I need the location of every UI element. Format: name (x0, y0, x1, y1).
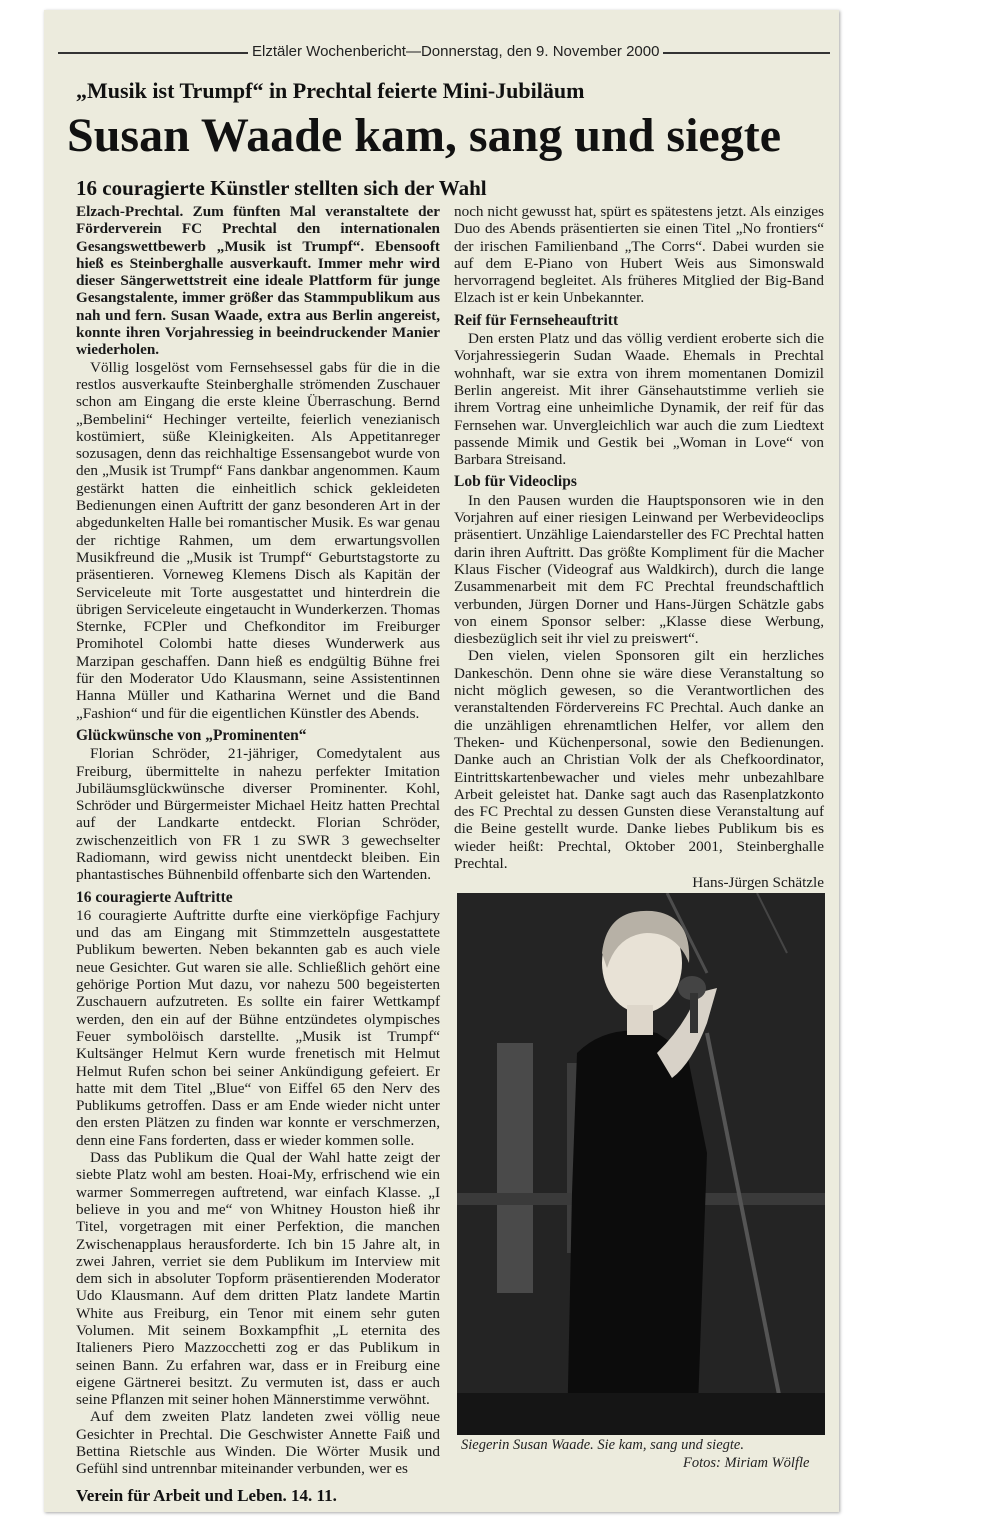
singer-photo (457, 893, 825, 1435)
body-paragraph: Den ersten Platz und das völlig verdient eroberte sich die Vorjahressiegerin Sudan Waade. Ehemals in Prechtal wohnhaft, war sie extra von ihrem momentanen Domizil Berlin angereist. Mit ihrer Gänsehautstimme verlieh sie ihrem Vortrag eine unheimliche Dynamik, der reif für das Fernsehen war. Unvergleichlich war auch die zum Liedtext passende Mimik und Gestik bei „Woman in Love“ von Barbara Streisand. (454, 330, 824, 469)
article-column-right (454, 203, 824, 892)
article-column-left (76, 203, 440, 1478)
body-paragraph: 16 couragierte Auftritte durfte eine vierköpfige Fachjury und das am Eingang mit Stimmzetteln ausgestattete Publikum bewerten. Neben bekannten gab es auch viele neue Gesichter. Gut waren sie alle. Schließlich gehört eine gehörige Portion Mut dazu, vor nahezu 500 begeisterten Zuschauern aufzutreten. Es sollte ein fairer Wettkampf werden, den ein auf der Bühne entzündetes olympisches Feuer symbolöisch darstellte. „Musik ist Trumpf“ Kultsänger Helmut Kern wurde frenetisch mit Helmut Helmut Rufen schon bei seiner Ankündigung gefeiert. Er hatte mit dem Titel „Blue“ von Eiffel 65 den Nerv des Publikums getroffen. Dass er am Ende wieder nicht unter den ersten Plätzen zu finden war konnte er verschmerzen, denn eine Fans forderten, dass er wieder kommen solle. (76, 906, 440, 1149)
masthead (58, 42, 830, 62)
singer-photo-illustration (457, 893, 825, 1435)
kicker: „Musik ist Trumpf“ in Prechtal feierte Mini-Jubiläum (76, 78, 585, 103)
section-heading: Reif für Fernseheauftritt (454, 311, 619, 329)
body-paragraph: Florian Schröder, 21-jähriger, Comedytalent aus Freiburg, übermittelte in nahezu perfekter Imitation Jubiläumsglückwünsche diverser Prominenter. Kohl, Schröder und Bürgermeister Michael Heitz hatten Prechtal auf der Landkarte entdeckt. Florian Schröder, zwischenzeitlich von FR 1 zu SWR 3 gewechselter Radiomann, wird gewiss nicht unentdeckt bleiben. Ein phantastisches Bühnenbild offenbarte sich den Wartenden. (76, 745, 440, 884)
body-paragraph: noch nicht gewusst hat, spürt es spätestens jetzt. Als einziges Duo des Abends präsentierten sie einen Titel „No frontiers“ der irischen Familienband „The Corrs“. Dabei wurden sie auf dem E-Piano von Hubert Weis aus Simonswald hervorragend begleitet. Als früheres Mitglied der Big-Band Elzach ist er kein Unbekannter. (454, 203, 824, 307)
author-signature: Hans-Jürgen Schätzle (692, 874, 824, 892)
lead-paragraph: Elzach-Prechtal. Zum fünften Mal veranstaltete der Förderverein FC Prechtal den internationalen Gesangswettbewerb „Musik ist Trumpf“. Ebensooft hieß es Steinberghalle ausverkauft. Immer mehr wird dieser Sängerwettstreit eine ideale Plattform für junge Gesangstalente, immer größer das Stammpublikum aus nah und fern. Susan Waade, extra aus Berlin angereist, konnte ihren Vorjahressieg in beeindruckender Manier wiederholen. (76, 203, 440, 359)
section-heading: Lob für Videoclips (454, 473, 577, 491)
photo-caption: Siegerin Susan Waade. Sie kam, sang und siegte. (461, 1437, 744, 1453)
body-paragraph: Auf dem zweiten Platz landeten zwei völlig neue Gesichter in Prechtal. Die Geschwister Annette Faiß und Bettina Rietschle aus Winden. Die Wörter Musik und Gefühl sind untrennbar miteinander verbunden, wer es (76, 1408, 440, 1478)
section-heading: 16 couragierte Auftritte (76, 888, 233, 906)
body-paragraph: In den Pausen wurden die Hauptsponsoren wie in den Vorjahren auf einer riesigen Leinwand per Werbevideoclips präsentiert. Unzählige Laiendarsteller des FC Prechtal hatten darin ihren Auftritt. Das größte Kompliment für die Macher Klaus Fischer (Videograf aus Waldkirch), durch die lange Zusammenarbeit mit dem FC Prechtal freundschaftlich verbunden, Jürgen Dorner und Hans-Jürgen Schätzle gabs von einem Sponsor selber: „Klasse diese Werbung, diesbezüglich seit ihr viel zu preiswert“. (454, 491, 824, 648)
body-paragraph: Den vielen, vielen Sponsoren gilt ein herzliches Dankeschön. Denn ohne sie wäre diese Veranstaltung so nicht möglich gewesen, so die Verantwortlichen des veranstaltenden Fördervereins FC Prechtal. Auch danke an die unzähligen ehrenamtlichen Helfer, vor allem den Theken- und Küchenpersonal, sowie den Bedienungen. Danke auch an Christian Volk der als Chefkoordinator, Eintrittskartenbewacher und vieles mehr unbezahlbare Arbeit geleistet hat. Danke sagt auch das Rasenplatzkonto des FC Prechtal zu dessen Gunsten diese Veranstaltung auf die Beine gestellt wurde. Danke liebes Publikum bis es wieder heißt: Prechtal, Oktober 2001, Steinberghalle Prechtal. (454, 647, 824, 872)
body-paragraph: Völlig losgelöst vom Fernsehsessel gabs für die in die restlos ausverkaufte Steinberghalle strömenden Zuschauer schon am Eingang die erste kleine Überraschung. Bernd „Bembelini“ Hechinger verteilte, feierlich venezianisch kostümiert, süße Kleinigkeiten. Als Appetitanreger sozusagen, denn das reichhaltige Essensangebot wurde von den „Musik ist Trumpf“ Fans dankbar angenommen. Kaum gestärkt hatten die einheitlich schick gekleideten Bedienungen einen Auftritt der ganz besonderen Art in der abgedunkelten Halle bei romantischer Musik. Es war genau der richtige Rahmen, um dem erwartungsvollen Musikfreund die „Musik ist Trumpf“ Geburtstagstorte zu präsentieren. Vorneweg Klemens Disch als Kapitän der Serviceleute mit Torte ausgestattet und hinterdrein die übrigen Serviceleute eingetaucht in Wunderkerzen. Thomas Sternke, FCPler und Chefkonditor im Freiburger Promihotel Colombi hatte dieses Wunderwerk aus Marzipan geschaffen. Dann hieß es endgültig Bühne frei für den Moderator Udo Klausmann, seine Assistentinnen Hanna Müller und Katharina Wernet und die Band „Fashion“ und für die eigentlichen Künstler des Abends. (76, 358, 440, 722)
photo-credit: Fotos: Miriam Wölfle (683, 1455, 810, 1471)
masthead-text: Elztäler Wochenbericht—Donnerstag, den 9. November 2000 (248, 43, 663, 60)
section-heading: Glückwünsche von „Prominenten“ (76, 726, 307, 744)
body-paragraph: Dass das Publikum die Qual der Wahl hatte zeigt der siebte Platz wohl am besten. Hoai-My, erfrischend wie ein warmer Sommerregen auftretend, war einfach Klasse. „I believe in you and me“ von Whitney Houston hieß ihr Titel, vorgetragen mit einer Perfektion, die manchen Zwischenapplaus herausforderte. Ich bin 15 Jahre alt, in zwei Jahren, verriet sie dem Publikum im Interview mit dem sich in absoluter Topform präsentierenden Moderator Udo Klausmann. Auf dem dritten Platz landete Martin White aus Freiburg, ein Tenor mit einem sehr guten Volumen. Mit seinem Boxkampfhit „L eternita des Italieners Piero Mazzocchetti zog er das Publikum in seinen Bann. Zu erfahren war, dass er in Freiburg eine eigene Gärtnerei besitzt. Zu vermuten ist, dass er auch seine Pflanzen mit seiner hohen Männerstimme verwöhnt. (76, 1149, 440, 1409)
next-article-headline: Verein für Arbeit und Leben. 14. 11. (76, 1486, 337, 1505)
headline: Susan Waade kam, sang und siegte (67, 109, 781, 162)
subheadline: 16 couragierte Künstler stellten sich der Wahl (76, 176, 487, 200)
